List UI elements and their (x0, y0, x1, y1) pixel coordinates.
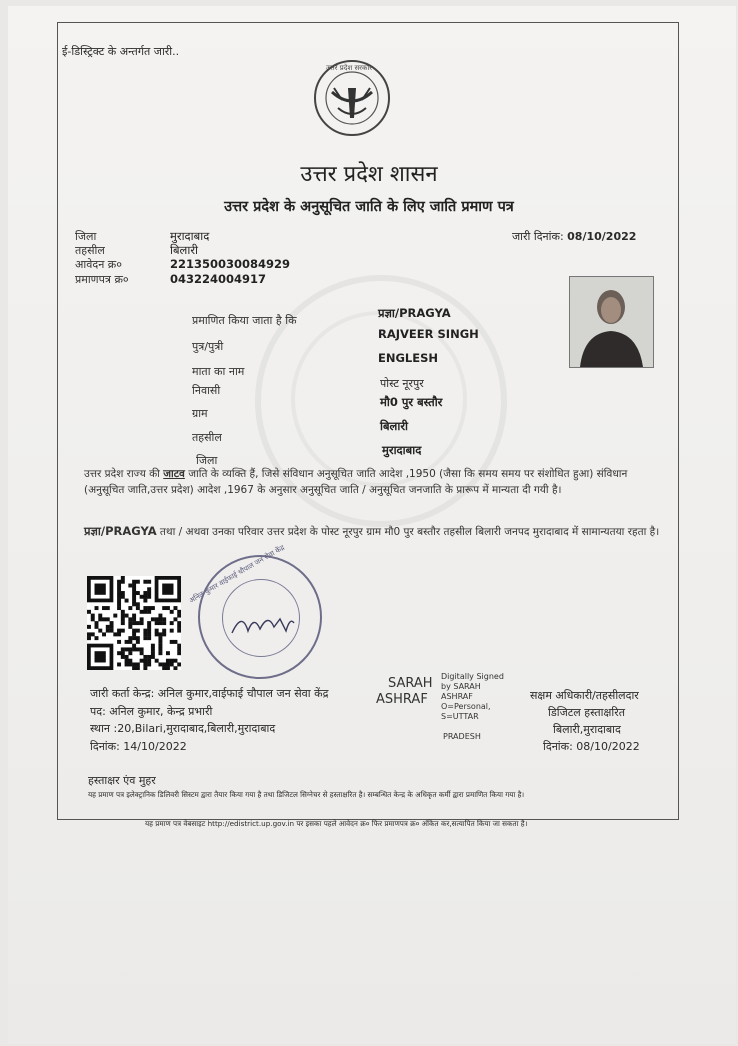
detail-label: निवासी (192, 384, 221, 397)
applicant-name: प्रज्ञा/PRAGYA (378, 306, 451, 320)
page-title: उत्तर प्रदेश शासन (300, 162, 438, 187)
footer-note-1: यह प्रमाण पत्र इलेक्ट्रानिक डिलिवरी सिस्टम द्वारा तैयार किया गया है तथा डिजिटल सिग्नेचर से हस्ताक्षरित है। सम्बन्धित केन्द्र के अधिकृत कर्मी द्वारा प्रमाणित किया गया है। (88, 790, 525, 799)
authority-date: दिनांक: 08/10/2022 (543, 740, 640, 753)
applicant-photo (569, 276, 654, 368)
tehsil-value: बिलारी (170, 243, 199, 257)
signer-name-line1: SARAH (388, 676, 433, 691)
district-detail-value: मुरादाबाद (382, 443, 422, 457)
mother-name: ENGLESH (378, 351, 439, 365)
issuer-center: जारी कर्ता केन्द्र: अनिल कुमार,वाईफाई चौपाल जन सेवा केंद्र (90, 687, 329, 700)
tehsil-detail-value: बिलारी (380, 419, 409, 433)
digital-sign-extra: PRADESH (443, 732, 481, 741)
residence-paragraph: प्रज्ञा/PRAGYA तथा / अथवा उनका परिवार उत्तर प्रदेश के पोस्ट नूरपुर ग्राम मौ0 पुर बस्तौर तहसील बिलारी जनपद मुरादाबाद में सामान्यतया रहता है। (84, 524, 660, 538)
issue-date: जारी दिनांक: 08/10/2022 (512, 230, 637, 243)
certificate-no-label: प्रमाणपत्र क्र० (75, 273, 129, 286)
header-note: ई-डिस्ट्रिक्ट के अन्तर्गत जारी.. (62, 45, 180, 58)
district-value: मुरादाबाद (170, 229, 210, 243)
official-seal (187, 543, 322, 679)
handwritten-signature (228, 609, 298, 639)
page-subtitle: उत्तर प्रदेश के अनुसूचित जाति के लिए जाति प्रमाण पत्र (224, 199, 514, 215)
certificate-paragraph: उत्तर प्रदेश राज्य की जाटव जाति के व्यक्ति हैं, जिसे संविधान अनुसूचित जाति आदेश ,1950 (जैसा कि समय समय पर संशोधित हुआ) संविधान (अनुसूचित जाति,उत्तर प्रदेश) आदेश ,1967 के अनुसार अनुसूचित जाति / अनुसूचित जनजाति के प्रारूप में मान्यता दी गयी है। (84, 468, 628, 496)
detail-label: ग्राम (192, 407, 208, 420)
detail-label: माता का नाम (192, 365, 245, 378)
authority-title: सक्षम अधिकारी/तहसीलदार (530, 689, 639, 702)
issuer-post: पद: अनिल कुमार, केन्द्र प्रभारी (90, 705, 213, 718)
caste-value: जाटव (163, 468, 185, 480)
detail-label: जिला (196, 454, 218, 467)
issuer-date: दिनांक: 14/10/2022 (90, 740, 187, 753)
signer-name-line2: ASHRAF (376, 692, 428, 707)
footer-note-2: यह प्रमाण पत्र वेबसाइट http://edistrict.up.gov.in पर इसका पहले आवेदन क्र० फिर प्रमाणपत्र क्र० अंकित कर,सत्यापित किया जा सकता है। (145, 819, 528, 828)
detail-label: पुत्र/पुत्री (192, 340, 224, 353)
application-no-value: 221350030084929 (170, 257, 291, 271)
detail-label: तहसील (192, 431, 222, 444)
authority-sign: डिजिटल हस्ताक्षरित (548, 706, 625, 719)
seal-text: अनिल कुमार वाईफाई चौपाल जन सेवा केंद्र (187, 543, 286, 605)
emblem-text: उत्तर प्रदेश सरकार (326, 64, 373, 72)
digital-sign-details: Digitally Signed by SARAH ASHRAF O=Personal, S=UTTAR (441, 672, 504, 721)
signature-label: हस्ताक्षर एंव मुहर (88, 774, 156, 787)
issuer-place: स्थान :20,Bilari,मुरादाबाद,बिलारी,मुरादाबाद (90, 722, 276, 735)
village-value: मौ0 पुर बस्तौर (380, 395, 443, 409)
tehsil-label: तहसील (75, 244, 105, 257)
detail-label: प्रमाणित किया जाता है कि (192, 314, 297, 327)
residence-value: पोस्ट नूरपुर (380, 377, 424, 390)
father-name: RAJVEER SINGH (378, 327, 479, 341)
qr-code (87, 576, 181, 670)
district-label: जिला (75, 230, 97, 243)
application-no-label: आवेदन क्र० (75, 258, 122, 271)
certificate-no-value: 043224004917 (170, 272, 267, 286)
authority-place: बिलारी,मुरादाबाद (553, 723, 621, 736)
